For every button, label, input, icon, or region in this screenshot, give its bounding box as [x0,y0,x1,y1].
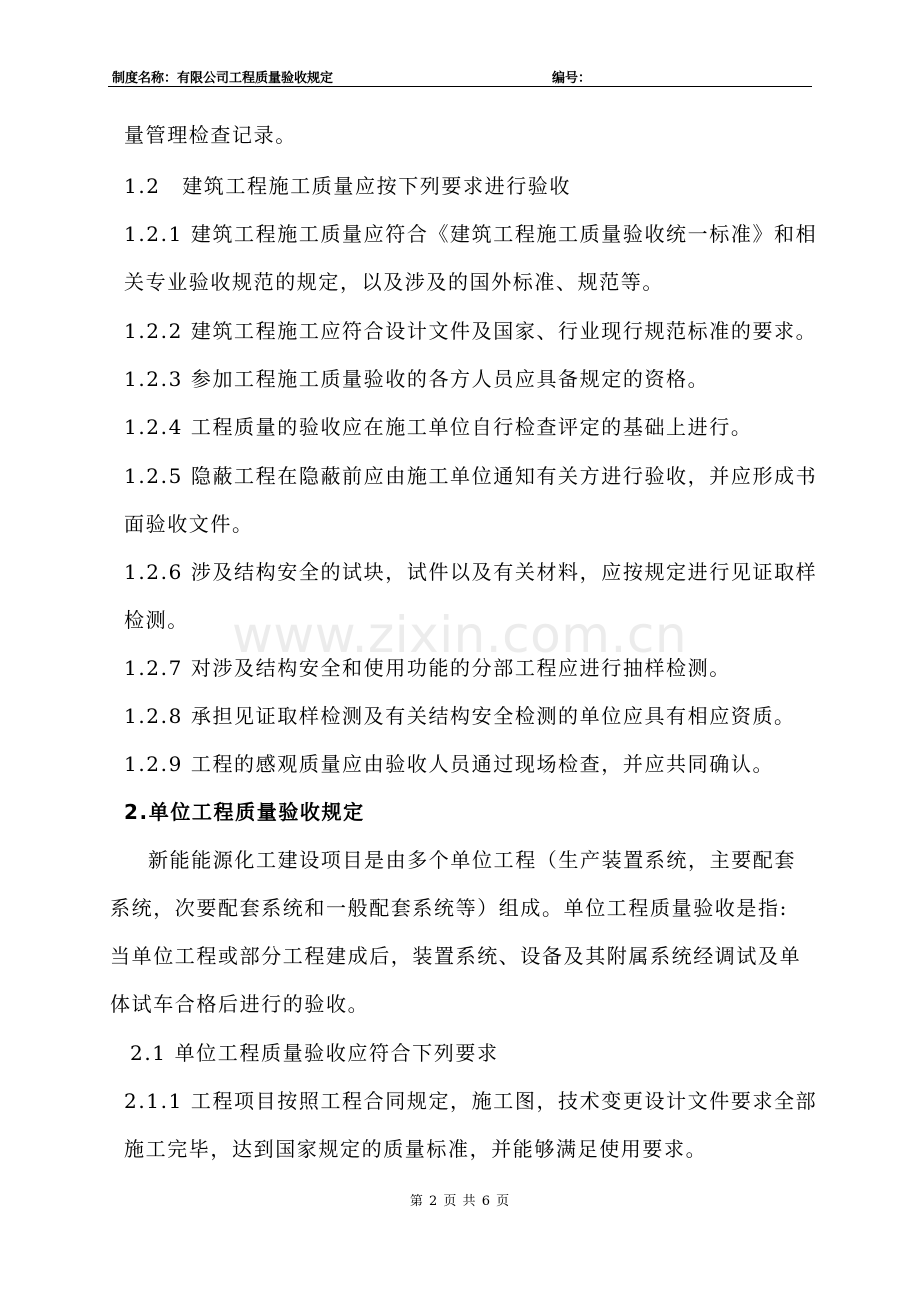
document-name: 制度名称：有限公司工程质量验收规定 [112,71,334,86]
text-line: 1.2.5 隐蔽工程在隐蔽前应由施工单位通知有关方进行验收，并应形成书 [124,464,818,488]
page-header [108,64,812,87]
section-heading: 2.单位工程质量验收规定 [124,800,365,824]
text-line: 1.2.6 涉及结构安全的试块，试件以及有关材料，应按规定进行见证取样 [124,560,818,584]
text-line: 系统，次要配套系统和一般配套系统等）组成。单位工程质量验收是指: [110,896,788,920]
document-code-label: 编号： [552,71,592,86]
text-line: 当单位工程或部分工程建成后，装置系统、设备及其附属系统经调试及单 [110,944,802,968]
text-line: 关专业验收规范的规定，以及涉及的国外标准、规范等。 [124,270,664,294]
text-line: 施工完毕，达到国家规定的质量标准，并能够满足使用要求。 [124,1137,708,1161]
watermark: www.zixin.com.cn [232,606,688,664]
text-line: 新能能源化工建设项目是由多个单位工程（生产装置系统，主要配套 [148,848,796,872]
text-line: 量管理检查记录。 [124,123,297,147]
text-line: 1.2.2 建筑工程施工应符合设计文件及国家、行业现行规范标准的要求。 [124,319,818,343]
subsection-heading: 2.1 单位工程质量验收应符合下列要求 [130,1041,499,1065]
page-number: 第 2 页 共 6 页 [409,1194,511,1209]
text-line: 1.2.1 建筑工程施工质量应符合《建筑工程施工质量验收统一标准》和相 [124,222,818,246]
text-line: 面验收文件。 [124,512,254,536]
text-line: 体试车合格后进行的验收。 [110,992,370,1016]
text-line: 1.2.7 对涉及结构安全和使用功能的分部工程应进行抽样检测。 [124,656,731,680]
text-line: 检测。 [124,608,189,632]
text-line: 1.2.3 参加工程施工质量验收的各方人员应具备规定的资格。 [124,367,710,391]
text-line: 1.2.4 工程质量的验收应在施工单位自行检查评定的基础上进行。 [124,415,753,439]
text-line: 2.1.1 工程项目按照工程合同规定，施工图，技术变更设计文件要求全部 [124,1089,818,1113]
text-line: 1.2.9 工程的感观质量应由验收人员通过现场检查，并应共同确认。 [124,752,775,776]
section-heading: 1.2 建筑工程施工质量应按下列要求进行验收 [124,174,572,198]
text-line: 1.2.8 承担见证取样检测及有关结构安全检测的单位应具有相应资质。 [124,704,796,728]
